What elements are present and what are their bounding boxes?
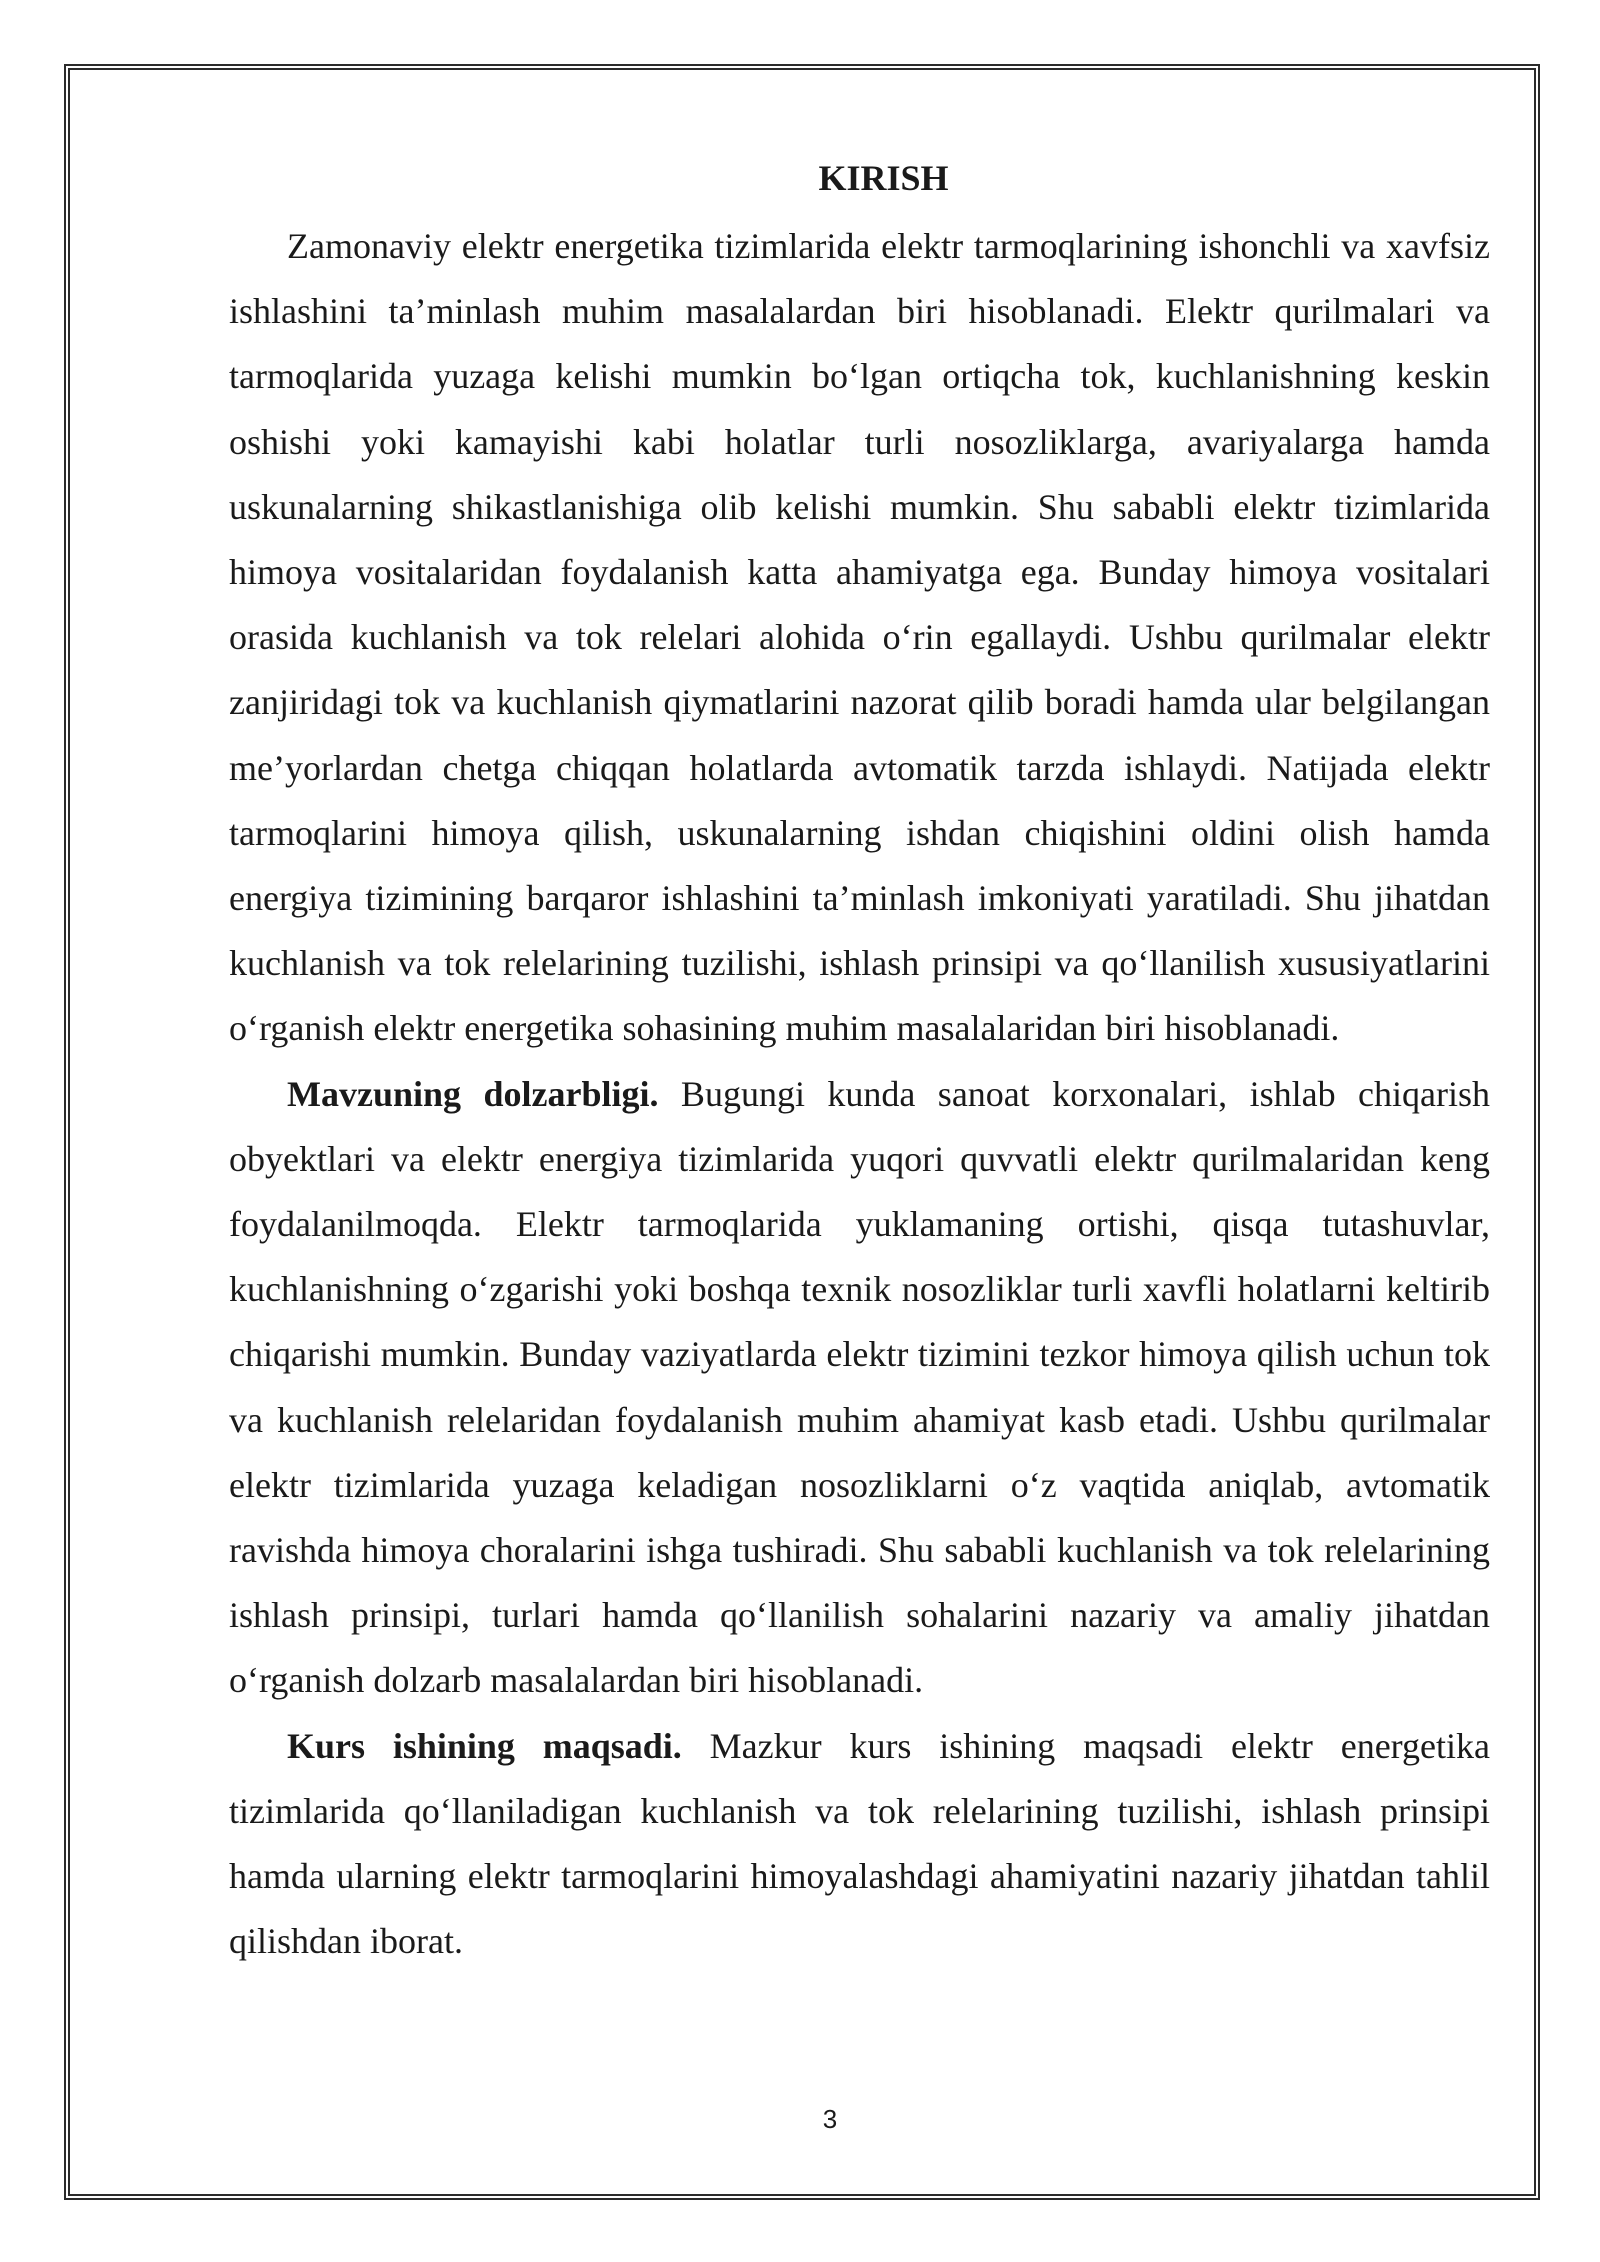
paragraph-relevance [229,1062,1490,1714]
section-heading: KIRISH [818,158,949,198]
paragraph-relevance-text: Bugungi kunda sanoat korxonalari, ishlab chiqarish obyektlari va elektr energiya tizimlarida yuqori quvvatli elektr qurilmalaridan keng foydalanilmoqda. Elektr tarmoqlarida yuklamaning ortishi, qisqa tutashuvlar, kuchlanishning oʻzgarishi yoki boshqa texnik nosozliklar turli xavfli holatlarni keltirib chiqarishi mumkin. Bunday vaziyatlarda elektr tizimini tezkor himoya qilish uchun tok va kuchlanish relelaridan foydalanish muhim ahamiyat kasb etadi. Ushbu qurilmalar elektr tizimlarida yuzaga keladigan nosozliklarni oʻz vaqtida aniqlab, avtomatik ravishda himoya choralarini ishga tushiradi. Shu sababli kuchlanish va tok relelarining ishlash prinsipi, turlari hamda qoʻllanilish sohalarini nazariy va amaliy jihatdan oʻrganish dolzarb masalalardan biri hisoblanadi. [229,1073,1490,1701]
paragraph-goal [229,1714,1490,1975]
paragraph-goal-lead: Kurs ishining maqsadi. [287,1725,682,1766]
page-number: 3 [822,2104,838,2134]
document-body [229,148,1490,1974]
paragraph-goal-text: Mazkur kurs ishining maqsadi elektr energetika tizimlarida qoʻllaniladigan kuchlanish va tok relelarining tuzilishi, ishlash prinsipi hamda ularning elektr tarmoqlarini himoyalashdagi ahamiyatini nazariy jihatdan tahlil qilishdan iborat. [229,1725,1490,1962]
paragraph-intro-text: Zamonaviy elektr energetika tizimlarida elektr tarmoqlarining ishonchli va xavfsiz ishlashini ta’minlash muhim masalalardan biri hisoblanadi. Elektr qurilmalari va tarmoqlarida yuzaga kelishi mumkin boʻlgan ortiqcha tok, kuchlanishning keskin oshishi yoki kamayishi kabi holatlar turli nosozliklarga, avariyalarga hamda uskunalarning shikastlanishiga olib kelishi mumkin. Shu sababli elektr tizimlarida himoya vositalaridan foydalanish katta ahamiyatga ega. Bunday himoya vositalari orasida kuchlanish va tok relelari alohida oʻrin egallaydi. Ushbu qurilmalar elektr zanjiridagi tok va kuchlanish qiymatlarini nazorat qilib boradi hamda ular belgilangan me’yorlardan chetga chiqqan holatlarda avtomatik tarzda ishlaydi. Natijada elektr tarmoqlarini himoya qilish, uskunalarning ishdan chiqishini oldini olish hamda energiya tizimining barqaror ishlashini ta’minlash imkoniyati yaratiladi. Shu jihatdan kuchlanish va tok relelarining tuzilishi, ishlash prinsipi va qoʻllanilish xususiyatlarini oʻrganish elektr energetika sohasining muhim masalalaridan biri hisoblanadi. [229,226,1490,1049]
paragraph-intro [229,214,1490,1062]
paragraph-relevance-lead: Mavzuning dolzarbligi. [287,1073,659,1114]
